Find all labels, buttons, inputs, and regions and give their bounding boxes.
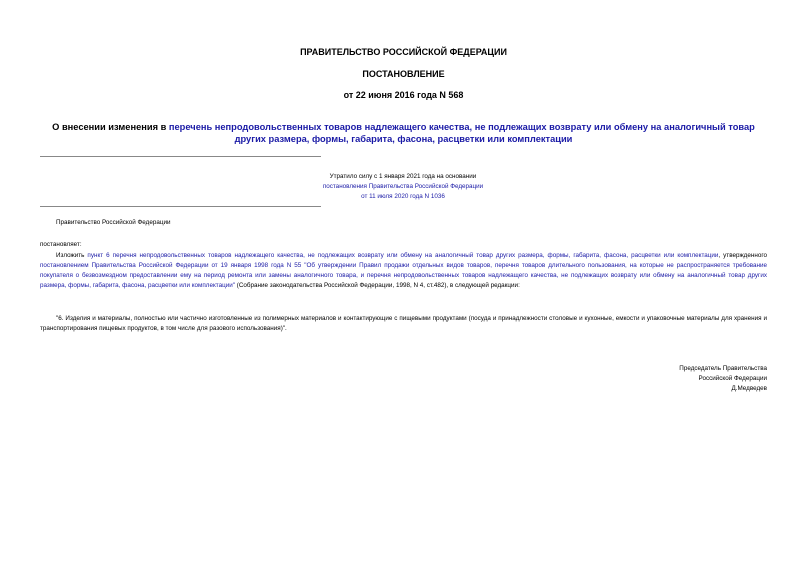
signature-organization: Российской Федерации: [698, 375, 767, 382]
body-paragraph-2: постановляет:: [40, 241, 82, 248]
p3-text-a: Изложить: [56, 252, 88, 259]
body-paragraph-4: "6. Изделия и материалы, полностью или частично изготовленные из полимерных материалов и контактирующие с пищевыми продуктами (посуда и принадлежности столовые и кухонные, емкости и упаковочные материалы для хранения и транспортирования пищевых продуктов, в том числе для разового использования)".: [40, 315, 767, 332]
bottom-divider: [40, 206, 321, 207]
repeal-text: Утратило силу с 1 января 2021 года на основании: [329, 173, 477, 180]
p3-link-item[interactable]: пункт 6 перечня непродовольственных товаров надлежащего качества, не подлежащих возврату или обмену на аналогичный товар других размера, формы, габарита, фасона, расцветки или комплектации: [87, 252, 719, 259]
p3-text-c: (Собрание законодательства Российской Федерации, 1998, N 4, ст.482), в следующей редакции:: [235, 282, 520, 289]
government-heading: ПРАВИТЕЛЬСТВО РОССИЙСКОЙ ФЕДЕРАЦИИ: [300, 47, 507, 57]
document-type-heading: ПОСТАНОВЛЕНИЕ: [362, 69, 445, 79]
p3-link-decree[interactable]: постановлением Правительства Российской Федерации от 19 января 1998 года N 55 "Об утверждении Правил продажи отдельных видов товаров, перечня товаров длительного пользования, на которые не распространяется требование покупателя о безвозмездном предоставлении ему на период ремонта или замены аналогичного товара, и перечня непродовольственных товаров надлежащего качества, не подлежащих возврату или обмену на аналогичный товар других размера, формы, габарита, фасона, расцветки или комплектации": [40, 262, 767, 289]
document-date: от 22 июня 2016 года N 568: [343, 90, 464, 100]
signature-name: Д.Медведев: [731, 385, 767, 392]
title-prefix: О внесении изменения в: [52, 122, 169, 132]
p3-text-b: , утвержденного: [718, 252, 767, 259]
title-link[interactable]: перечень непродовольственных товаров надлежащего качества, не подлежащих возврату или обмену на аналогичный товар других размера, формы, габарита, фасона, расцветки или комплектации: [168, 122, 755, 144]
signature-block: [679, 364, 767, 394]
repeal-link-decree[interactable]: постановления Правительства Российской Федерации: [322, 183, 484, 190]
document-title: [40, 121, 767, 145]
body-paragraph-1: Правительство Российской Федерации: [56, 219, 171, 226]
repeal-notice: [300, 172, 506, 202]
repeal-link-date[interactable]: от 11 июля 2020 года N 1036: [361, 193, 445, 200]
signature-position: Председатель Правительства: [679, 365, 767, 372]
top-divider: [40, 156, 321, 157]
body-paragraph-3: [40, 251, 767, 291]
